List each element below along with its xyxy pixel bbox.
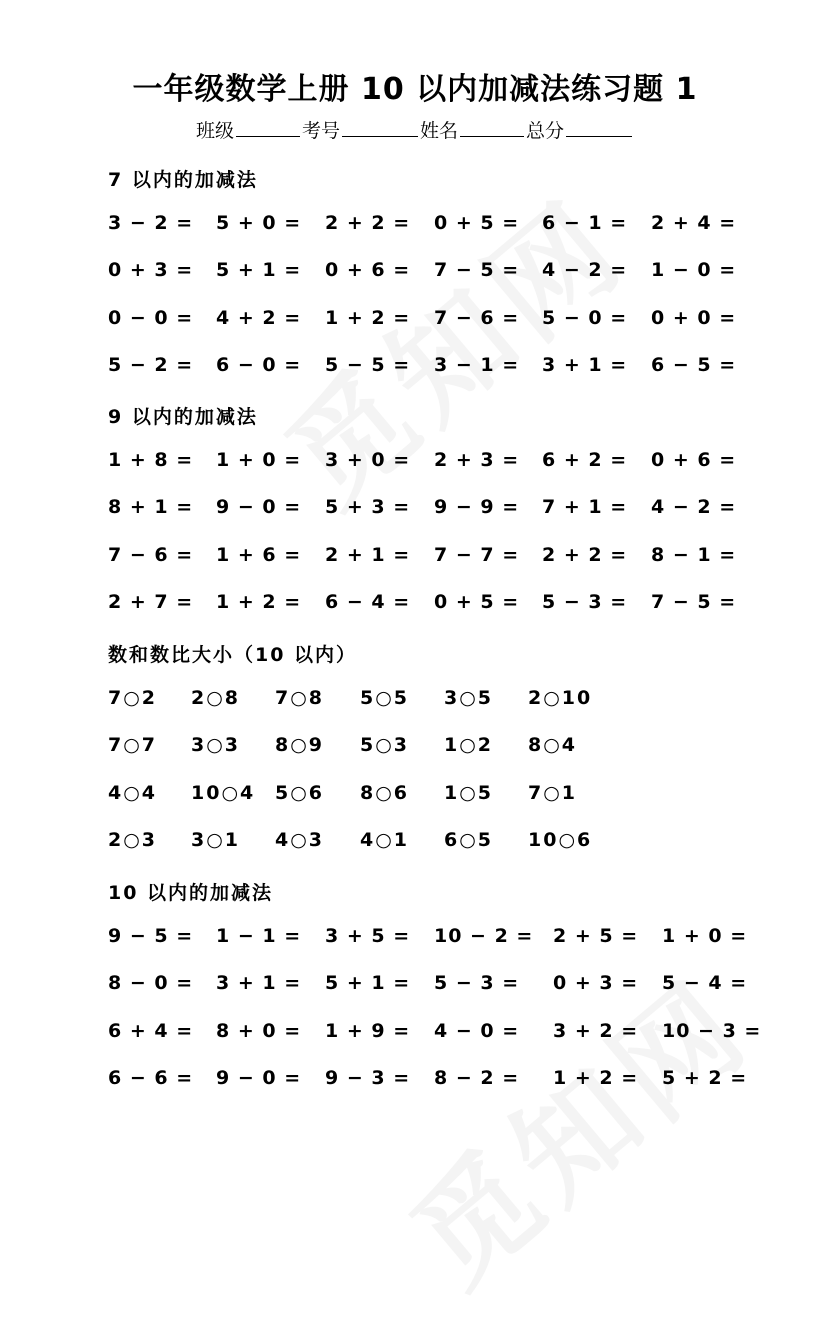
- equation-item: 5 + 1 =: [325, 972, 411, 994]
- equation-item: 1 + 9 =: [325, 1020, 411, 1042]
- equation-item: 0 + 3 =: [108, 259, 194, 281]
- equation-item: 5 − 3 =: [542, 591, 628, 613]
- score-blank[interactable]: [566, 118, 632, 137]
- page-title: 一年级数学上册 10 以内加减法练习题 1: [132, 72, 698, 107]
- equation-item: 5 + 0 =: [216, 212, 302, 234]
- equation-item: 7 − 6 =: [108, 544, 194, 566]
- equation-item: 3 + 0 =: [325, 449, 411, 471]
- equation-item: 1 + 6 =: [216, 544, 302, 566]
- equation-item: 0 + 6 =: [651, 449, 737, 471]
- equation-item: 8 − 2 =: [434, 1067, 520, 1089]
- equation-item: 4 + 2 =: [216, 307, 302, 329]
- equation-item: 5 + 2 =: [662, 1067, 748, 1089]
- equation-item: 5 − 5 =: [325, 354, 411, 376]
- comparison-item: 2○3: [108, 829, 158, 851]
- comparison-item: 7○7: [108, 734, 158, 756]
- equation-item: 1 − 1 =: [216, 925, 302, 947]
- equation-item: 3 + 1 =: [542, 354, 628, 376]
- equation-item: 9 − 9 =: [434, 496, 520, 518]
- comparison-item: 4○4: [108, 782, 158, 804]
- equation-item: 4 − 0 =: [434, 1020, 520, 1042]
- equation-item: 10 − 3 =: [662, 1020, 762, 1042]
- equation-item: 8 + 1 =: [108, 496, 194, 518]
- equation-item: 2 + 2 =: [325, 212, 411, 234]
- section-heading-nine: 9 以内的加减法: [108, 406, 258, 428]
- equation-item: 5 + 3 =: [325, 496, 411, 518]
- equation-item: 1 + 2 =: [553, 1067, 639, 1089]
- equation-item: 9 − 0 =: [216, 496, 302, 518]
- comparison-item: 3○1: [191, 829, 241, 851]
- section-heading-ten: 10 以内的加减法: [108, 882, 274, 904]
- equation-item: 2 + 3 =: [434, 449, 520, 471]
- equation-item: 1 + 0 =: [662, 925, 748, 947]
- exam-no-label: 考号: [301, 120, 340, 142]
- equation-item: 6 − 1 =: [542, 212, 628, 234]
- comparison-item: 7○8: [275, 687, 325, 709]
- equation-item: 0 + 3 =: [553, 972, 639, 994]
- equation-item: 1 + 2 =: [325, 307, 411, 329]
- equation-item: 3 − 2 =: [108, 212, 194, 234]
- equation-item: 8 − 0 =: [108, 972, 194, 994]
- score-label: 总分: [526, 120, 565, 142]
- equation-item: 1 + 2 =: [216, 591, 302, 613]
- equation-item: 7 − 5 =: [651, 591, 737, 613]
- comparison-item: 2○10: [528, 687, 593, 709]
- equation-item: 3 + 1 =: [216, 972, 302, 994]
- equation-item: 8 − 1 =: [651, 544, 737, 566]
- comparison-item: 10○6: [528, 829, 593, 851]
- equation-item: 5 − 4 =: [662, 972, 748, 994]
- equation-item: 4 − 2 =: [542, 259, 628, 281]
- equation-item: 1 + 0 =: [216, 449, 302, 471]
- equation-item: 5 − 2 =: [108, 354, 194, 376]
- student-info-line: [0, 116, 830, 143]
- name-label: 姓名: [420, 120, 459, 142]
- comparison-item: 3○3: [191, 734, 241, 756]
- equation-item: 6 − 4 =: [325, 591, 411, 613]
- comparison-item: 1○5: [444, 782, 494, 804]
- equation-item: 0 + 5 =: [434, 212, 520, 234]
- name-blank[interactable]: [460, 118, 524, 137]
- equation-item: 10 − 2 =: [434, 925, 534, 947]
- comparison-item: 5○3: [360, 734, 410, 756]
- class-blank[interactable]: [236, 118, 300, 137]
- section-heading-seven: 7 以内的加减法: [108, 169, 258, 191]
- equation-item: 0 + 6 =: [325, 259, 411, 281]
- comparison-item: 8○4: [528, 734, 578, 756]
- equation-item: 2 + 1 =: [325, 544, 411, 566]
- equation-item: 5 − 3 =: [434, 972, 520, 994]
- equation-item: 2 + 5 =: [553, 925, 639, 947]
- equation-item: 6 − 0 =: [216, 354, 302, 376]
- equation-item: 5 + 1 =: [216, 259, 302, 281]
- equation-item: 7 − 5 =: [434, 259, 520, 281]
- equation-item: 2 + 2 =: [542, 544, 628, 566]
- equation-item: 1 − 0 =: [651, 259, 737, 281]
- comparison-item: 5○6: [275, 782, 325, 804]
- equation-item: 0 + 5 =: [434, 591, 520, 613]
- equation-item: 2 + 7 =: [108, 591, 194, 613]
- equation-item: 6 − 5 =: [651, 354, 737, 376]
- equation-item: 7 + 1 =: [542, 496, 628, 518]
- equation-item: 1 + 8 =: [108, 449, 194, 471]
- comparison-item: 4○3: [275, 829, 325, 851]
- comparison-item: 3○5: [444, 687, 494, 709]
- equation-item: 7 − 7 =: [434, 544, 520, 566]
- equation-item: 3 + 2 =: [553, 1020, 639, 1042]
- comparison-item: 8○6: [360, 782, 410, 804]
- comparison-item: 2○8: [191, 687, 241, 709]
- equation-item: 6 + 2 =: [542, 449, 628, 471]
- class-label: 班级: [195, 120, 234, 142]
- equation-item: 3 + 5 =: [325, 925, 411, 947]
- section-heading-compare: 数和数比大小（10 以内）: [108, 644, 358, 666]
- comparison-item: 7○2: [108, 687, 158, 709]
- equation-item: 6 − 6 =: [108, 1067, 194, 1089]
- equation-item: 4 − 2 =: [651, 496, 737, 518]
- equation-item: 8 + 0 =: [216, 1020, 302, 1042]
- comparison-item: 7○1: [528, 782, 578, 804]
- comparison-item: 10○4: [191, 782, 256, 804]
- comparison-item: 6○5: [444, 829, 494, 851]
- equation-item: 6 + 4 =: [108, 1020, 194, 1042]
- equation-item: 7 − 6 =: [434, 307, 520, 329]
- exam-no-blank[interactable]: [342, 118, 418, 137]
- equation-item: 0 + 0 =: [651, 307, 737, 329]
- comparison-item: 8○9: [275, 734, 325, 756]
- comparison-item: 4○1: [360, 829, 410, 851]
- equation-item: 5 − 0 =: [542, 307, 628, 329]
- equation-item: 2 + 4 =: [651, 212, 737, 234]
- comparison-item: 5○5: [360, 687, 410, 709]
- equation-item: 3 − 1 =: [434, 354, 520, 376]
- equation-item: 0 − 0 =: [108, 307, 194, 329]
- comparison-item: 1○2: [444, 734, 494, 756]
- equation-item: 9 − 5 =: [108, 925, 194, 947]
- equation-item: 9 − 3 =: [325, 1067, 411, 1089]
- equation-item: 9 − 0 =: [216, 1067, 302, 1089]
